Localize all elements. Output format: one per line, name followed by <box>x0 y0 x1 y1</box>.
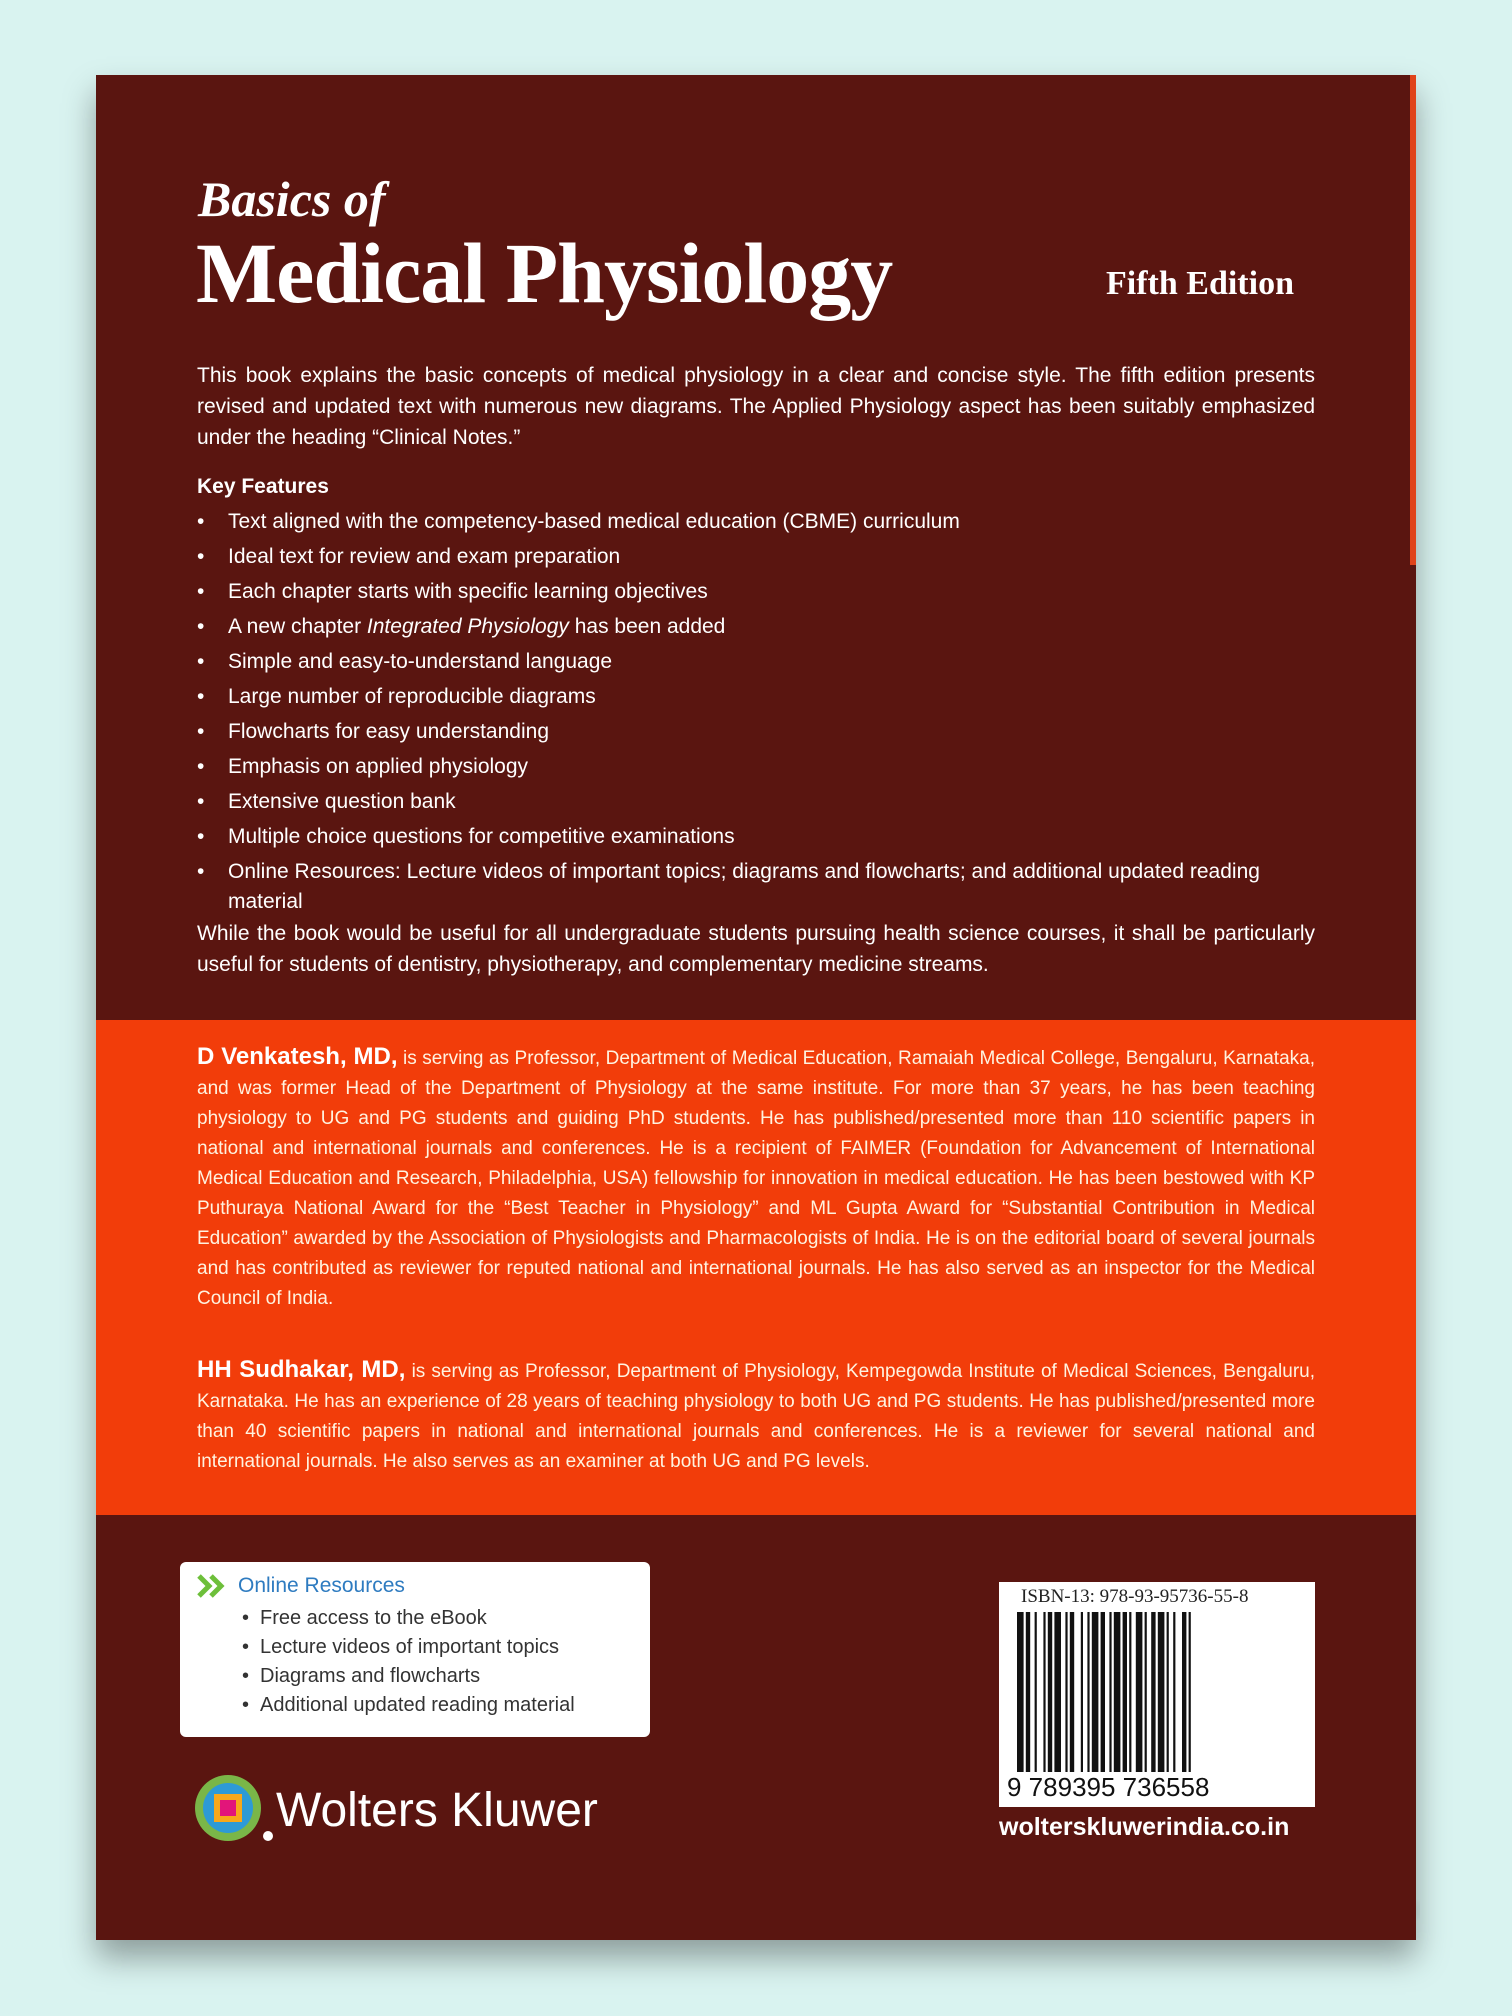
online-resource-item: • Lecture videos of important topics <box>242 1636 560 1658</box>
online-resources-list <box>242 1604 575 1720</box>
isbn-label: ISBN-13: 978-93-95736-55-8 <box>1021 1586 1249 1607</box>
key-feature-item: • A new chapter Integrated Physiology has been added <box>197 612 1315 642</box>
online-resource-item: • Diagrams and flowcharts <box>242 1665 481 1687</box>
barcode-bar <box>1035 1612 1037 1772</box>
bullet-icon: • <box>197 860 205 883</box>
bullet-icon: • <box>197 615 205 638</box>
online-resource-item: • Free access to the eBook <box>242 1607 487 1629</box>
key-feature-item: • Ideal text for review and exam preparation <box>197 542 1315 572</box>
barcode-bar <box>1182 1612 1186 1772</box>
author-bio-text-2: is serving as Professor, Department of Physiology, Kempegowda Institute of Medical Sciences, Bengaluru, Karnataka. He has an experience of 28 years of teaching physiology to both UG and PG students. He has published/presented more than 40 scientific papers in national and international journals and conferences. He is a reviewer for several national and international journals. He also serves as an examiner at both UG and PG levels. <box>197 1361 1315 1472</box>
bullet-icon: • <box>197 580 205 603</box>
author-bio-text-1: is serving as Professor, Department of Medical Education, Ramaiah Medical College, Bengaluru, Karnataka, and was former Head of the Department of Physiology at the same institute. For more than 37 years, he has been teaching physiology to UG and PG students and guiding PhD students. He has published/presented more than 110 scientific papers in national and international journals and conferences. He is a recipient of FAIMER (Foundation for Advancement of International Medical Education and Research, Philadelphia, USA) fellowship for innovation in medical education. He has been bestowed with KP Puthuraya National Award for the “Best Teacher in Physiology” and ML Gupta Award for “Substantial Contribution in Medical Education” awarded by the Association of Physiologists and Pharmacologists of India. He is on the editorial board of several journals and has contributed as reviewer for reputed national and international journals. He has also served as an inspector for the Medical Council of India. <box>197 1048 1315 1309</box>
bullet-icon: • <box>197 650 205 673</box>
book-back-cover <box>96 75 1416 1940</box>
author-bio-1 <box>197 1042 1315 1314</box>
barcode-bar <box>1129 1612 1131 1772</box>
barcode-bar <box>1109 1612 1111 1772</box>
barcode-bar <box>1070 1612 1074 1772</box>
online-resource-item: • Additional updated reading material <box>242 1694 575 1716</box>
key-features-heading: Key Features <box>197 475 329 498</box>
key-features-list <box>197 507 1315 922</box>
bullet-icon: • <box>197 510 205 533</box>
barcode-bar <box>1123 1612 1127 1772</box>
barcode-digits: 9 789395 736558 <box>1007 1772 1210 1802</box>
key-feature-item: • Simple and easy-to-understand language <box>197 647 1315 677</box>
closing-paragraph: While the book would be useful for all undergraduate students pursuing health science courses, it shall be particularly useful for students of dentistry, physiotherapy, and complementary medicine streams. <box>197 922 1315 976</box>
barcode-bar <box>1048 1612 1052 1772</box>
key-feature-item: • Flowcharts for easy understanding <box>197 717 1315 747</box>
barcode-bar <box>1136 1612 1143 1772</box>
barcode-bar <box>1065 1612 1067 1772</box>
barcode-bar <box>1167 1612 1169 1772</box>
barcode-bar <box>1173 1612 1175 1772</box>
barcode-bar <box>1017 1612 1024 1772</box>
edition-label: Fifth Edition <box>1106 265 1294 302</box>
online-resources-title: Online Resources <box>238 1574 405 1597</box>
barcode-bar <box>1101 1612 1105 1772</box>
barcode-bar <box>1114 1612 1121 1772</box>
barcode-bar <box>1151 1612 1155 1772</box>
key-feature-item: • Text aligned with the competency-based medical education (CBME) curriculum <box>197 507 1315 537</box>
key-feature-item: • Large number of reproducible diagrams <box>197 682 1315 712</box>
bullet-icon: • <box>197 545 205 568</box>
author-name-1: D Venkatesh, MD, <box>197 1043 398 1070</box>
bullet-icon: • <box>197 790 205 813</box>
title-line-1: Basics of <box>198 171 386 227</box>
barcode-bar <box>1087 1612 1089 1772</box>
barcode-bar <box>1081 1612 1083 1772</box>
barcode-bars <box>1017 1612 1297 1772</box>
barcode-bar <box>1054 1612 1061 1772</box>
key-feature-item: • Each chapter starts with specific learning objectives <box>197 577 1315 607</box>
author-bio-2 <box>197 1355 1315 1477</box>
author-name-2: HH Sudhakar, MD, <box>197 1356 406 1383</box>
barcode-bar <box>1158 1612 1165 1772</box>
bullet-icon: • <box>197 685 205 708</box>
barcode-bar <box>1189 1612 1191 1772</box>
key-feature-item: • Extensive question bank <box>197 787 1315 817</box>
publisher-website: wolterskluwerindia.co.in <box>999 1813 1290 1841</box>
online-resources-box <box>180 1562 650 1737</box>
bullet-icon: • <box>197 825 205 848</box>
isbn-barcode <box>999 1582 1315 1807</box>
barcode-bar <box>1092 1612 1099 1772</box>
bullet-icon: • <box>197 720 205 743</box>
barcode-bar <box>1145 1612 1147 1772</box>
barcode-bar <box>1026 1612 1030 1772</box>
bullet-icon: • <box>197 755 205 778</box>
book-title: Medical Physiology <box>196 225 893 321</box>
key-feature-item: • Multiple choice questions for competitive examinations <box>197 822 1315 852</box>
cover-edge-strip <box>1410 75 1416 565</box>
publisher-name: Wolters Kluwer <box>276 1784 598 1837</box>
wolters-kluwer-logo-icon <box>194 1770 274 1850</box>
key-feature-item: • Online Resources: Lecture videos of important topics; diagrams and flowcharts; and additional updated reading material <box>197 857 1315 917</box>
intro-paragraph: This book explains the basic concepts of medical physiology in a clear and concise style. The fifth edition presents revised and updated text with numerous new diagrams. The Applied Physiology aspect has been suitably emphasized under the heading “Clinical Notes.” <box>197 364 1315 449</box>
double-chevron-right-icon <box>196 1572 228 1600</box>
barcode-bar <box>1043 1612 1045 1772</box>
key-feature-item: • Emphasis on applied physiology <box>197 752 1315 782</box>
